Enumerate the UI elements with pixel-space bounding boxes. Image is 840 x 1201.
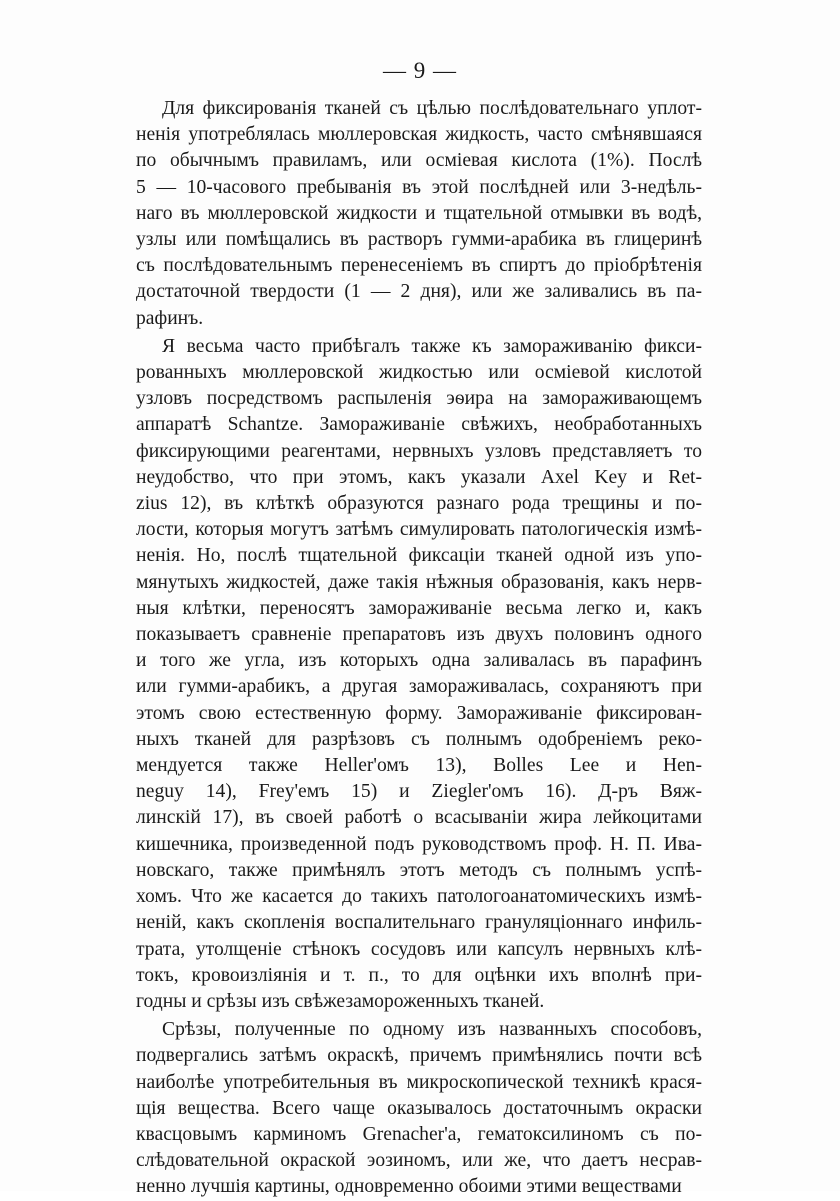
text-line: Срѣзы, полученные по одному изъ названныхъ способовъ, bbox=[162, 1019, 702, 1041]
text-line: подвергались затѣмъ окраскѣ, причемъ примѣнялись почти всѣ bbox=[136, 1045, 702, 1067]
text-line: ныя клѣтки, переносятъ замораживаніе весьма легко и, какъ bbox=[136, 597, 702, 619]
text-line: линскій 17), въ своей работѣ о всасываніи жира лейкоцитами bbox=[136, 807, 702, 829]
text-line: по обычнымъ правиламъ, или осміевая кислота (1%). Послѣ bbox=[136, 150, 702, 172]
text-line: наго въ мюллеровской жидкости и тщательной отмывки въ водѣ, bbox=[136, 202, 702, 224]
text-line: 5 — 10-часового пребыванія въ этой послѣдней или 3-недѣль- bbox=[136, 176, 702, 198]
text-line: аппаратѣ Schantze. Замораживаніе свѣжихъ, необработанныхъ bbox=[136, 414, 702, 436]
text-line: узловъ посредствомъ распыленія эѳира на замораживающемъ bbox=[136, 388, 702, 410]
text-line: токъ, кровоизліянія и т. п., то для оцѣнки ихъ вполнѣ при- bbox=[136, 964, 702, 986]
paragraph bbox=[136, 96, 702, 332]
text-line: достаточной твердости (1 — 2 дня), или же заливались въ па- bbox=[136, 281, 702, 303]
text-line: мянутыхъ жидкостей, даже такія нѣжныя образованія, какъ нерв- bbox=[136, 571, 702, 593]
text-line: ненія. Но, послѣ тщательной фиксаціи тканей одной изъ упо- bbox=[136, 545, 702, 567]
text-line: слѣдовательной окраской эозиномъ, или же, что даетъ несрав- bbox=[136, 1150, 702, 1172]
text-line: ныхъ тканей для разрѣзовъ съ полнымъ одобреніемъ реко- bbox=[136, 728, 702, 750]
paragraph bbox=[136, 334, 702, 1015]
text-line: ненно лучшія картины, одновременно обоими этими веществами bbox=[136, 1176, 682, 1198]
text-line: кишечника, произведенной подъ руководствомъ проф. Н. П. Ива- bbox=[136, 833, 702, 855]
text-line: узлы или помѣщались въ растворъ гумми-арабика въ глицеринѣ bbox=[136, 229, 702, 251]
text-line: хомъ. Что же касается до такихъ патологоанатомическихъ измѣ- bbox=[136, 886, 702, 908]
text-line: годны и срѣзы изъ свѣжезамороженныхъ тканей. bbox=[136, 990, 545, 1012]
text-line: съ послѣдовательнымъ перенесеніемъ въ спиртъ до пріобрѣтенія bbox=[136, 255, 702, 277]
text-line: показываетъ сравненіе препаратовъ изъ двухъ половинъ одного bbox=[136, 624, 702, 646]
text-line: рованныхъ мюллеровской жидкостью или осміевой кислотой bbox=[136, 362, 702, 384]
text-line: ненія употреблялась мюллеровская жидкость, часто смѣнявшаяся bbox=[136, 124, 702, 146]
text-line: neguy 14), Frey'емъ 15) и Ziegler'омъ 16). Д-ръ Вяж- bbox=[136, 781, 702, 803]
body-text bbox=[136, 96, 702, 1201]
text-line: и того же угла, изъ которыхъ одна заливалась въ парафинъ bbox=[136, 650, 702, 672]
text-line: наиболѣе употребительныя въ микроскопической техникѣ крася- bbox=[136, 1071, 702, 1093]
text-line: квасцовымъ карминомъ Grenacher'а, гематоксилиномъ съ по- bbox=[136, 1123, 702, 1145]
text-line: или гумми-арабикъ, а другая замораживалась, сохраняютъ при bbox=[136, 676, 702, 698]
text-line: Я весьма часто прибѣгалъ также къ замораживанію фикси- bbox=[162, 335, 702, 357]
text-line: трата, утолщеніе стѣнокъ сосудовъ или капсулъ нервныхъ клѣ- bbox=[136, 938, 702, 960]
text-line: мендуется также Heller'омъ 13), Bolles Lee и Hen- bbox=[136, 755, 702, 777]
text-line: zius 12), въ клѣткѣ образуются разнаго рода трещины и по- bbox=[136, 493, 702, 515]
text-line: лости, которыя могутъ затѣмъ симулировать патологическія измѣ- bbox=[136, 519, 702, 541]
text-line: неній, какъ скопленія воспалительнаго грануляціоннаго инфиль- bbox=[136, 912, 702, 934]
page-number: — 9 — bbox=[383, 58, 457, 83]
paragraph bbox=[136, 1017, 702, 1200]
text-line: фиксирующими реагентами, нервныхъ узловъ представляетъ то bbox=[136, 440, 702, 462]
text-line: щія вещества. Всего чаще оказывалось достаточнымъ окраски bbox=[136, 1097, 702, 1119]
text-line: новскаго, также примѣнялъ этотъ методъ съ полнымъ успѣ- bbox=[136, 859, 702, 881]
text-line: этомъ свою естественную форму. Замораживаніе фиксирован- bbox=[136, 702, 702, 724]
text-line: неудобство, что при этомъ, какъ указали Axel Key и Ret- bbox=[136, 466, 702, 488]
text-line: Для фиксированія тканей съ цѣлью послѣдовательнаго уплот- bbox=[162, 98, 702, 119]
text-line: рафинъ. bbox=[136, 307, 204, 329]
